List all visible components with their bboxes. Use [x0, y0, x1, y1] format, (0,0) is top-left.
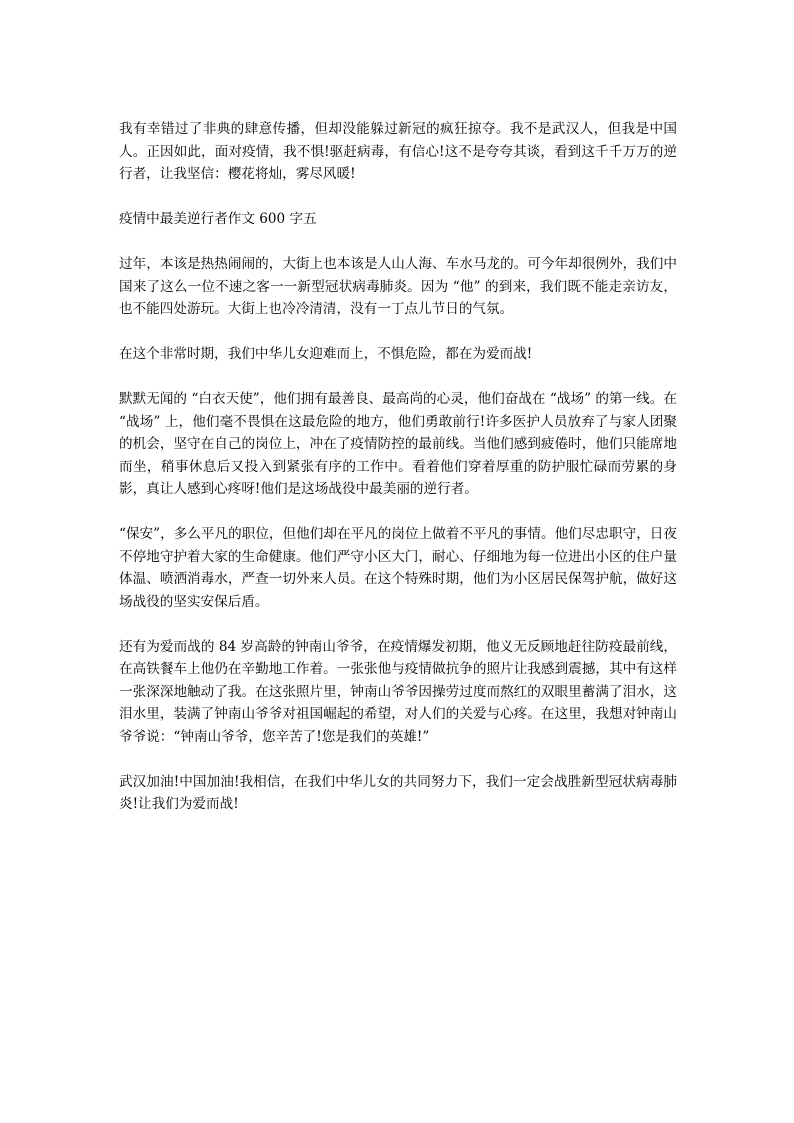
paragraph-intro: 我有幸错过了非典的肆意传播，但却没能躲过新冠的疯狂掠夺。我不是武汉人，但我是中国人。正因如此，面对疫情，我不惧!驱赶病毒，有信心!这不是夸夸其谈，看到这千千万万的逆行者，让我坚信：樱花将灿，雾尽风暖!: [119, 121, 677, 182]
paragraph-facing-danger: 在这个非常时期，我们中华儿女迎难而上，不惧危险，都在为爱而战!: [119, 346, 533, 362]
section-heading: 疫情中最美逆行者作文 600 字五: [119, 211, 317, 227]
paragraph-medical-staff: 默默无闻的 “白衣天使”，他们拥有最善良、最高尚的心灵，他们奋战在 “战场” 的第一线。在 “战场” 上，他们毫不畏惧在这最危险的地方，他们勇敢前行!许多医护人员放弃了与家人团聚的机会，坚守在自己的岗位上，冲在了疫情防控的最前线。当他们感到疲倦时，他们只能席地而坐，稍事休息后又投入到紧张有序的工作中。看着他们穿着厚重的防护服忙碌而劳累的身影，真让人感到心疼呀!他们是这场战役中最美丽的逆行者。: [119, 391, 677, 497]
paragraph-security-guards: “保安”，多么平凡的职位，但他们却在平凡的岗位上做着不平凡的事情。他们尽忠职守，日夜不停地守护着大家的生命健康。他们严守小区大门，耐心、仔细地为每一位进出小区的住户量体温、喷洒消毒水，严查一切外来人员。在这个特殊时期，他们为小区居民保驾护航，做好这场战役的坚实安保后盾。: [119, 526, 677, 610]
paragraph-conclusion: 武汉加油!中国加油!我相信，在我们中华儿女的共同努力下，我们一定会战胜新型冠状病毒肺炎!让我们为爱而战!: [119, 773, 677, 812]
paragraph-zhong-nanshan: 还有为爱而战的 84 岁高龄的钟南山爷爷，在疫情爆发初期，他义无反顾地赶往防疫最前线，在高铁餐车上他仍在辛勤地工作着。一张张他与疫情做抗争的照片让我感到震撼，其中有这样一张深深地触动了我。在这张照片里，钟南山爷爷因操劳过度而熬红的双眼里蓄满了泪水，这泪水里，装满了钟南山爷爷对祖国崛起的希望，对人们的关爱与心疼。在这里，我想对钟南山爷爷说：“钟南山爷爷，您辛苦了!您是我们的英雄!”: [119, 638, 677, 745]
paragraph-new-year: 过年，本该是热热闹闹的，大街上也本该是人山人海、车水马龙的。可今年却很例外，我们中国来了这么一位不速之客一一新型冠状病毒肺炎。因为 “他” 的到来，我们既不能走亲访友，也不能四处游玩。大街上也冷冷清清，没有一丁点儿节日的气氛。: [119, 256, 677, 317]
document-body: [119, 118, 677, 838]
